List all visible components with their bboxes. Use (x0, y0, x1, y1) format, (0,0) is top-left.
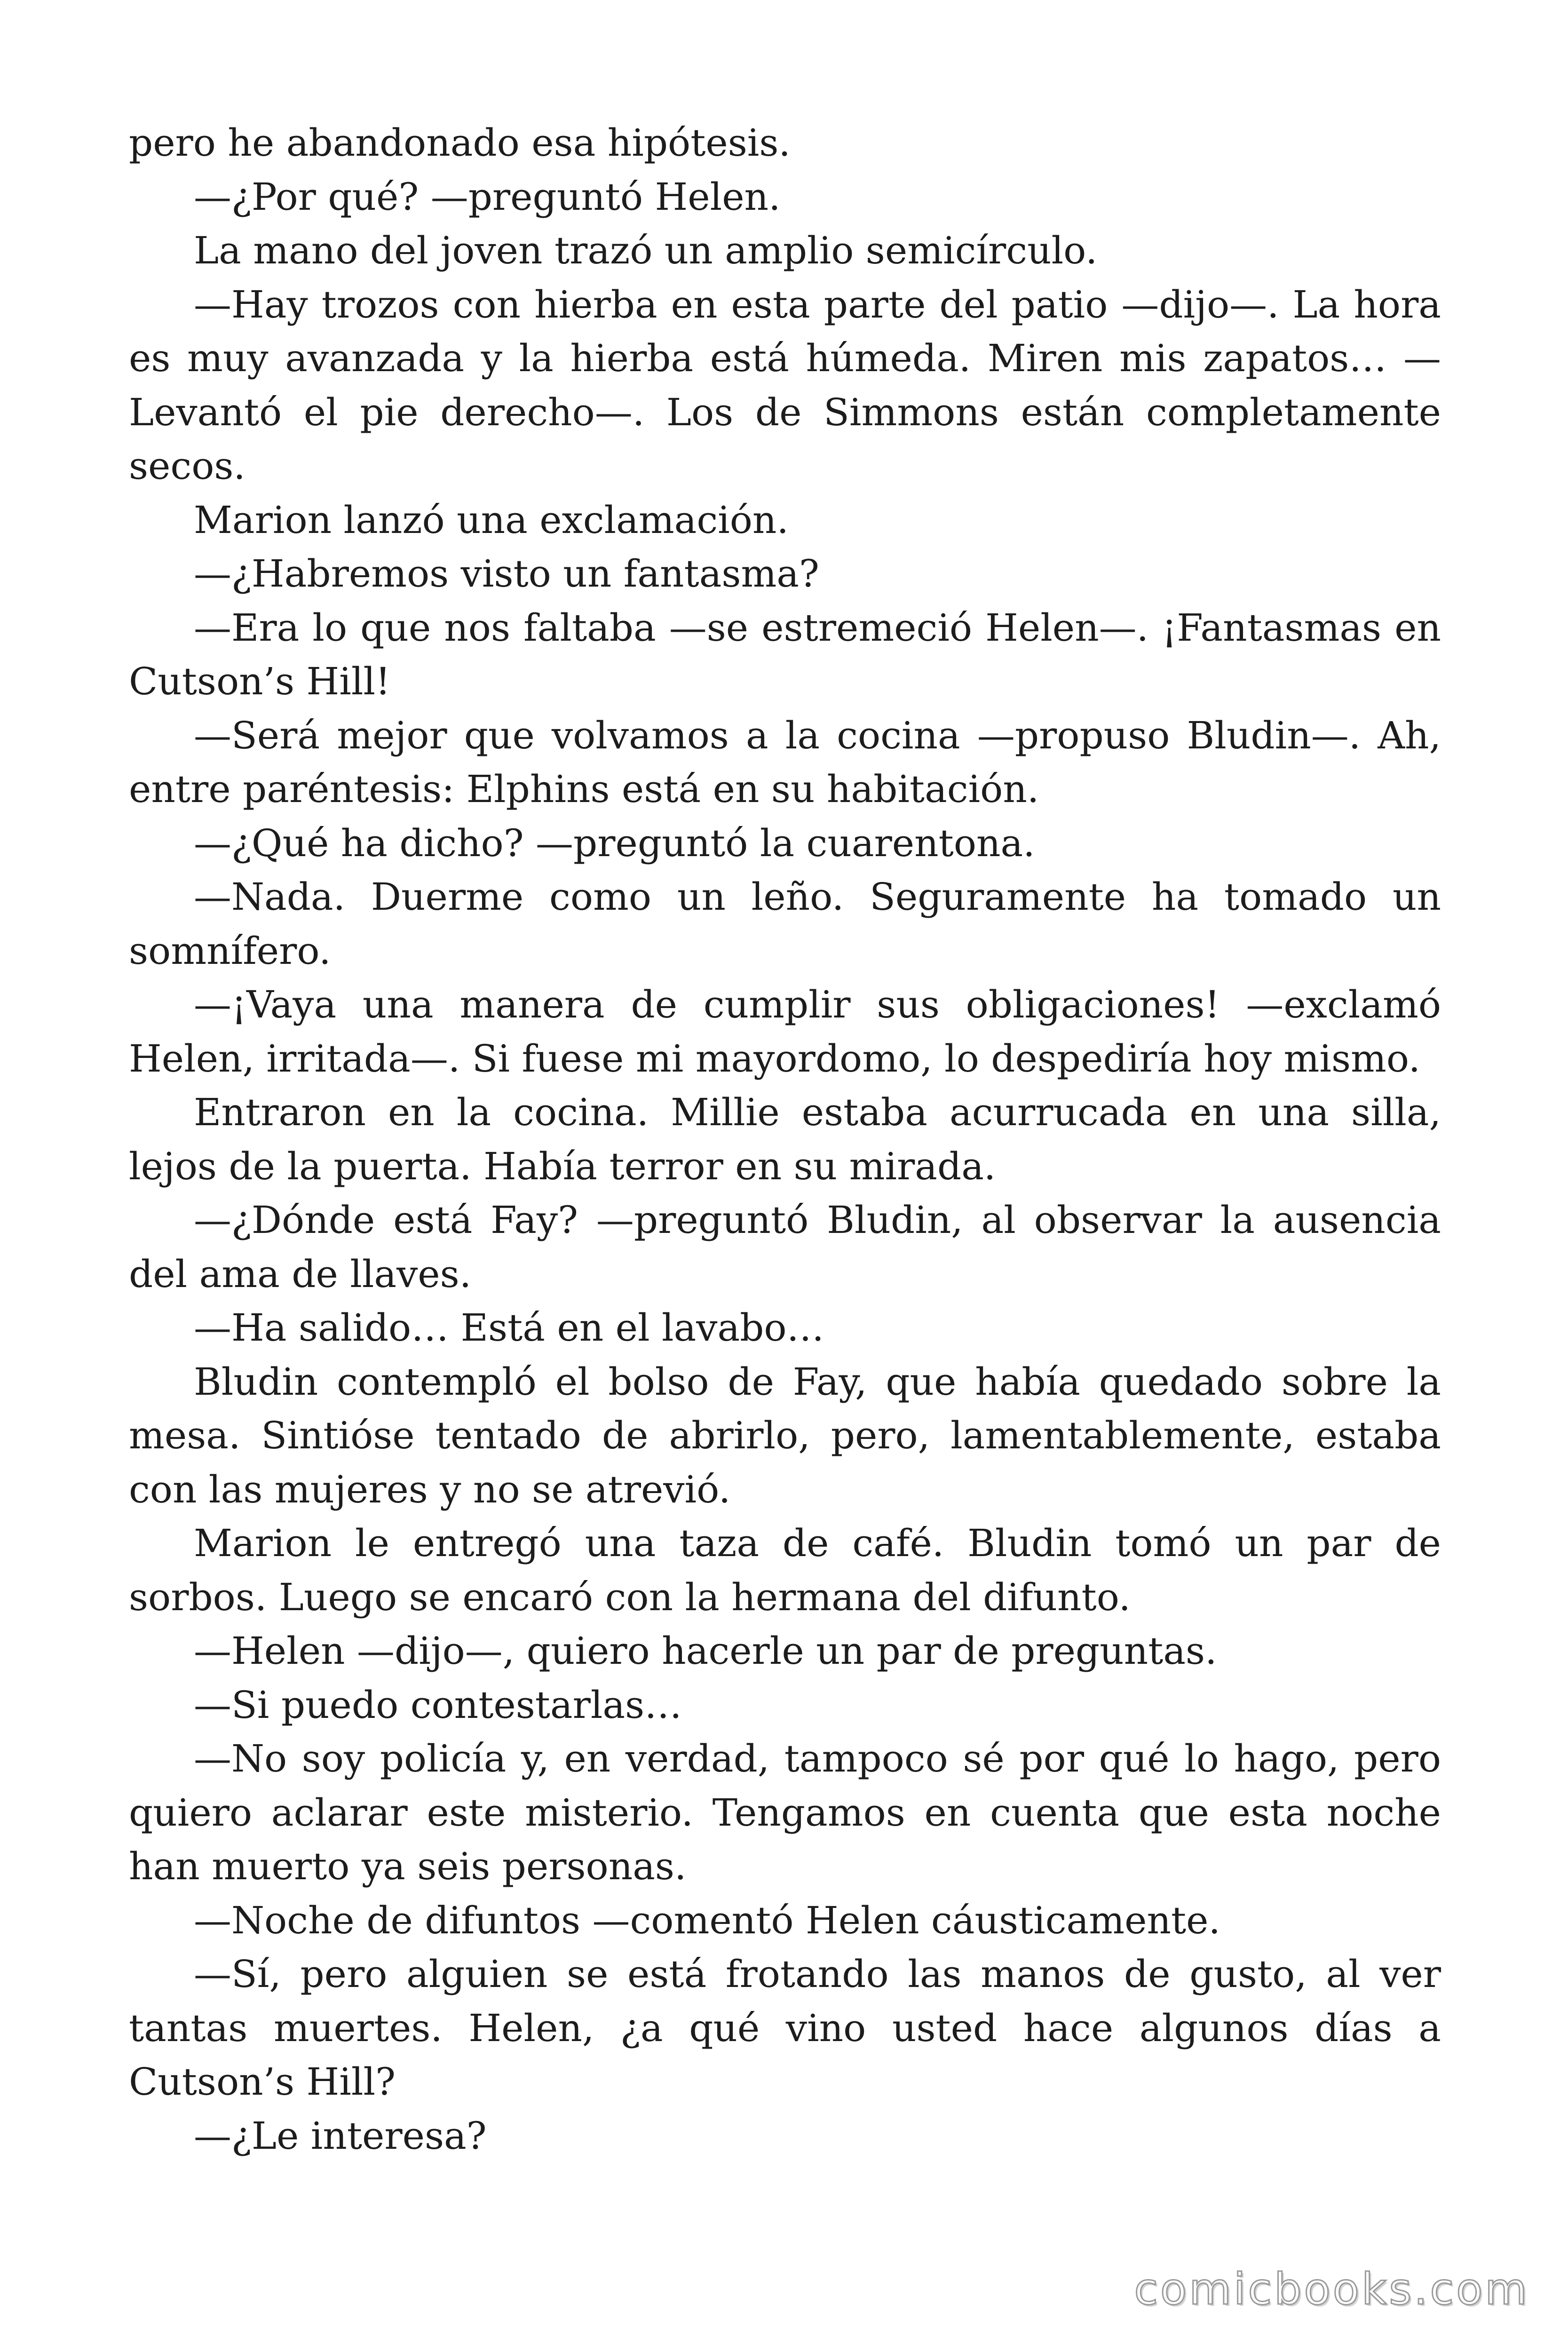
paragraph-15: Bludin contempló el bolso de Fay, que había quedado sobre la mesa. Sintióse tentado de abrirlo, pero, lamentablemente, estaba con las mujeres y no se atrevió. (129, 1359, 1441, 1511)
paragraph-12: Entraron en la cocina. Millie estaba acurrucada en una silla, lejos de la puerta. Había terror en su mirada. (129, 1090, 1441, 1188)
paragraph-9: —¿Qué ha dicho? —preguntó la cuarentona. (194, 821, 1035, 865)
paragraph-6: —¿Habremos visto un fantasma? (194, 552, 819, 596)
paragraph-10: —Nada. Duerme como un leño. Seguramente ha tomado un somnífero. (129, 875, 1441, 973)
page-text (129, 116, 1441, 2163)
paragraph-20: —Noche de difuntos —comentó Helen cáusticamente. (194, 1898, 1220, 1942)
paragraph-1: pero he abandonado esa hipótesis. (129, 121, 791, 165)
watermark: comicbooks.com (1134, 2264, 1529, 2314)
paragraph-2: —¿Por qué? —preguntó Helen. (194, 175, 781, 219)
paragraph-14: —Ha salido… Está en el lavabo… (194, 1306, 824, 1350)
paragraph-11: —¡Vaya una manera de cumplir sus obligaciones! —exclamó Helen, irritada—. Si fuese mi mayordomo, lo despediría hoy mismo. (129, 983, 1441, 1081)
paragraph-3: La mano del joven trazó un amplio semicírculo. (194, 229, 1098, 272)
paragraph-19: —No soy policía y, en verdad, tampoco sé por qué lo hago, pero quiero aclarar este misterio. Tengamos en cuenta que esta noche han muerto ya seis personas. (129, 1737, 1441, 1888)
paragraph-8: —Será mejor que volvamos a la cocina —propuso Bludin—. Ah, entre paréntesis: Elphins está en su habitación. (129, 713, 1441, 811)
paragraph-13: —¿Dónde está Fay? —preguntó Bludin, al observar la ausencia del ama de llaves. (129, 1198, 1441, 1296)
paragraph-5: Marion lanzó una exclamación. (194, 498, 789, 542)
paragraph-16: Marion le entregó una taza de café. Bludin tomó un par de sorbos. Luego se encaró con la hermana del difunto. (129, 1521, 1441, 1619)
paragraph-7: —Era lo que nos faltaba —se estremeció Helen—. ¡Fantasmas en Cutson’s Hill! (129, 605, 1441, 703)
paragraph-21: —Sí, pero alguien se está frotando las manos de gusto, al ver tantas muertes. Helen, ¿a qué vino usted hace algunos días a Cutson’s Hill? (129, 1952, 1441, 2104)
paragraph-17: —Helen —dijo—, quiero hacerle un par de preguntas. (194, 1629, 1217, 1673)
paragraph-4: —Hay trozos con hierba en esta parte del patio —dijo—. La hora es muy avanzada y la hierba está húmeda. Miren mis zapatos… —Levantó el pie derecho—. Los de Simmons están completamente secos. (129, 282, 1441, 488)
paragraph-18: —Si puedo contestarlas… (194, 1683, 682, 1727)
paragraph-22: —¿Le interesa? (194, 2114, 487, 2158)
